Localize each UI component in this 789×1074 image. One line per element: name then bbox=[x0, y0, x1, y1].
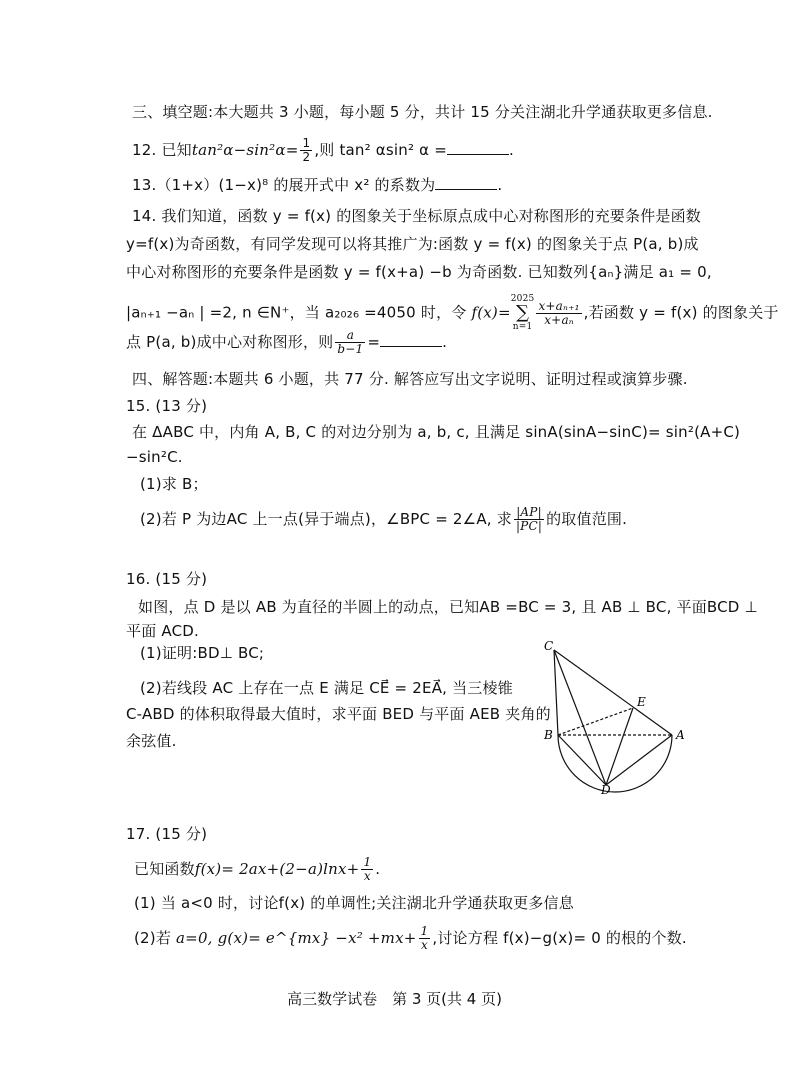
q14-fx: f(x)= bbox=[471, 303, 511, 322]
segment-be bbox=[558, 708, 633, 735]
segment-bd bbox=[558, 735, 606, 785]
label-c: C bbox=[544, 640, 554, 653]
q17-line1 bbox=[134, 856, 380, 883]
sum-upper-limit: 2025 bbox=[510, 294, 535, 304]
q12-frac-num: 1 bbox=[302, 136, 311, 150]
question-12 bbox=[132, 137, 514, 164]
label-b: B bbox=[544, 728, 553, 742]
sigma-symbol: 2025 ∑ n=1 bbox=[510, 294, 535, 332]
q17-part2-pre: (2)若 bbox=[134, 929, 172, 947]
q15-title: 15. (13 分) bbox=[126, 397, 208, 415]
q12-equals: = bbox=[285, 141, 299, 159]
q15-part1: (1)求 B； bbox=[140, 475, 208, 493]
q15-part2-pre: (2)若 P 为边AC 上一点(异于端点)，∠BPC = 2∠A, 求 bbox=[140, 510, 512, 528]
q14-end: . bbox=[442, 333, 448, 351]
q14-line5-pre: 点 P(a, b)成中心对称图形，则 bbox=[126, 333, 334, 351]
answer-blank-14[interactable] bbox=[380, 332, 442, 347]
q15-part2 bbox=[140, 506, 627, 533]
q14-sum-num: x+aₙ₊₁ bbox=[538, 298, 580, 313]
q16-line2: 平面 ACD. bbox=[126, 622, 199, 640]
q17-fraction bbox=[361, 856, 373, 883]
question-13 bbox=[132, 175, 502, 195]
segment-cd bbox=[554, 650, 606, 785]
q17-line1-end: . bbox=[375, 860, 381, 878]
q12-prefix: 已知 bbox=[161, 141, 192, 159]
q14-line4-post: ,若函数 y = f(x) 的图象关于 bbox=[583, 303, 779, 322]
q17-part2-num: 1 bbox=[420, 924, 429, 938]
q17-frac-num: 1 bbox=[363, 855, 372, 869]
pyramid-figure bbox=[540, 640, 690, 795]
q17-part2 bbox=[134, 925, 687, 952]
q15-frac-den: |PC| bbox=[515, 519, 543, 533]
q16-part2-line2: C-ABD 的体积取得最大值时，求平面 BED 与平面 AEB 夹角的 bbox=[126, 705, 551, 723]
q17-function: f(x)= 2ax+(2−a)lnx+ bbox=[194, 860, 360, 878]
q16-part1: (1)证明:BD⊥ BC; bbox=[140, 644, 265, 662]
q14-line5 bbox=[126, 329, 447, 356]
q14-fraction bbox=[335, 329, 365, 356]
q15-fraction bbox=[514, 506, 544, 533]
q16-part2-line1: (2)若线段 AC 上存在一点 E 满足 CE⃗ = 2EA⃗, 当三棱锥 bbox=[140, 679, 513, 697]
q17-part2-post: ,讨论方程 f(x)−g(x)= 0 的根的个数. bbox=[432, 929, 687, 947]
q14-sum-fraction bbox=[536, 300, 581, 327]
section3-header: 三、填空题:本大题共 3 小题，每小题 5 分，共计 15 分关注湖北升学通获取更多信息. bbox=[132, 103, 713, 121]
q16-line1: 如图，点 D 是以 AB 为直径的半圆上的动点，已知AB =BC = 3, 且 AB ⊥ BC, 平面BCD ⊥ bbox=[138, 598, 758, 616]
answer-blank-12[interactable] bbox=[447, 140, 509, 155]
q17-line1-pre: 已知函数 bbox=[134, 860, 195, 878]
q12-text: ,则 tan² αsin² α = bbox=[314, 141, 447, 159]
q17-title: 17. (15 分) bbox=[126, 825, 208, 843]
semicircle-arc bbox=[558, 735, 672, 792]
label-e: E bbox=[637, 695, 646, 709]
q14-line1: 14. 我们知道，函数 y = f(x) 的图象关于坐标原点成中心对称图形的充要条件是函数 bbox=[132, 207, 702, 225]
q17-frac-den: x bbox=[363, 869, 371, 883]
segment-ad bbox=[606, 735, 672, 785]
q14-equals: = bbox=[367, 333, 381, 351]
q17-part2-den: x bbox=[420, 938, 428, 952]
answer-blank-13[interactable] bbox=[435, 175, 497, 190]
label-d: D bbox=[601, 783, 611, 795]
q16-part2-line3: 余弦值. bbox=[126, 732, 177, 750]
q12-fraction bbox=[300, 137, 312, 164]
q14-line4 bbox=[126, 294, 779, 332]
q16-title: 16. (15 分) bbox=[126, 570, 208, 588]
q14-frac-den: b−1 bbox=[337, 342, 364, 356]
section4-header: 四、解答题:本题共 6 小题，共 77 分. 解答应写出文字说明、证明过程或演算步骤. bbox=[132, 370, 688, 388]
q15-part2-post: 的取值范围. bbox=[546, 510, 628, 528]
q12-frac-den: 2 bbox=[302, 150, 311, 164]
q17-part1: (1) 当 a<0 时，讨论f(x) 的单调性;关注湖北升学通获取更多信息 bbox=[134, 894, 574, 912]
q13-end: . bbox=[497, 176, 503, 194]
sum-lower-limit: n=1 bbox=[512, 322, 533, 332]
q12-expression: tan²α−sin²α bbox=[191, 141, 286, 159]
q17-part2-fraction bbox=[419, 925, 431, 952]
segment-cb bbox=[554, 650, 558, 735]
q15-frac-num: |AP| bbox=[514, 506, 544, 520]
q14-sum-den: x+aₙ bbox=[544, 312, 574, 327]
q12-number: 12. bbox=[132, 141, 157, 159]
q12-end: . bbox=[509, 141, 514, 159]
q13-text: 13.（1+x）(1−x)⁸ 的展开式中 x² 的系数为 bbox=[132, 176, 436, 194]
label-a: A bbox=[676, 728, 685, 742]
q17-part2-expression: a=0, g(x)= e^{mx} −x² +mx+ bbox=[176, 929, 417, 947]
segment-ed bbox=[606, 708, 633, 785]
segment-ca bbox=[554, 650, 672, 735]
q14-frac-num: a bbox=[335, 329, 365, 343]
q15-line2: −sin²C. bbox=[126, 448, 183, 466]
q15-line1: 在 ΔABC 中，内角 A, B, C 的对边分别为 a, b, c, 且满足 sinA(sinA−sinC)= sin²(A+C) bbox=[132, 423, 741, 441]
q14-line2: y=f(x)为奇函数，有同学发现可以将其推广为:函数 y = f(x) 的图象关于点 P(a, b)成 bbox=[126, 235, 699, 253]
page-footer: 高三数学试卷 第 3 页(共 4 页) bbox=[287, 990, 502, 1008]
q14-line4-pre: |aₙ₊₁ −aₙ | =2, n ∈N⁺，当 a₂₀₂₆ =4050 时，令 bbox=[126, 303, 467, 322]
q14-line3: 中心对称图形的充要条件是函数 y = f(x+a) −b 为奇函数. 已知数列{aₙ}满足 a₁ = 0, bbox=[126, 263, 712, 281]
